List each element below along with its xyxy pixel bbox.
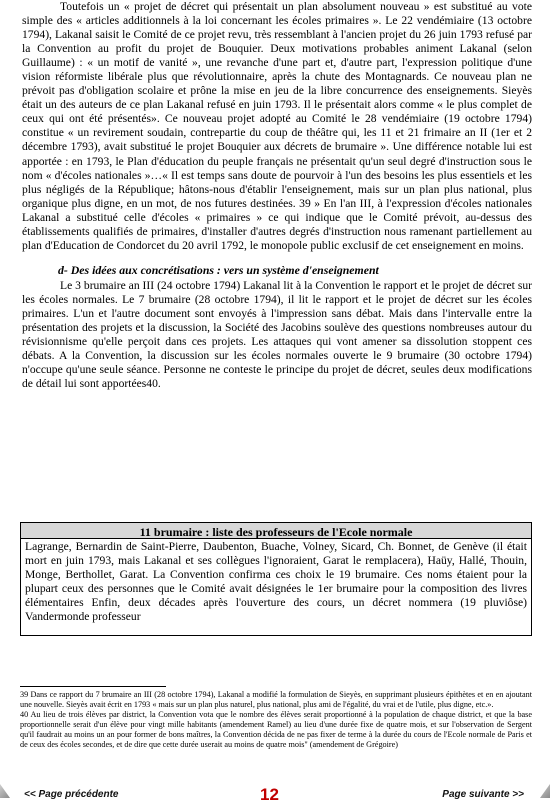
- main-text: [22, 0, 532, 391]
- paragraph-2: Le 3 brumaire an III (24 octobre 1794) Lakanal lit à la Convention le rapport et le projet de décret sur les écoles normales. Le 7 brumaire (28 octobre 1794), il lit le rapport et le projet de décret sur les écoles primaires. L'un et l'autre document sont envoyés à l'impression sans débat. Mais dans l'intervalle entre la présentation des projets et la discussion, la Société des Jacobins soulève des questions nombreuses autour du révisionnisme qu'elle perçoit dans ces projets. Les attaques qui vont amener sa dissolution stoppent ces débats. A la Convention, la discussion sur les écoles normales ouverte le 9 brumaire (30 octobre 1794) n'occupe qu'une seule séance. Personne ne conteste le principe du projet de décret, seules deux modifications de détail lui sont apportées40.: [22, 278, 532, 391]
- paragraph-1: Toutefois un « projet de décret qui présentait un plan absolument nouveau » est substitué au vote simple des « articles additionnels à la loi concernant les écoles primaires ». Le 22 vendémiaire (13 octobre 1794), Lakanal saisit le Comité de ce projet revu, très ressemblant à l'ancien projet du 26 juin 1793 refusé par la Convention au profit du projet de Bouquier. Deux motivations probables animent Lakanal (selon Guillaume) : « un motif de vanité », une revanche d'une part et, d'autre part, l'expression politique d'une vision réformiste libérale plus que révolutionnaire, après la chute des Montagnards. Ce nouveau plan ne prévoit pas d'obligation scolaire et prône la mise en jeu de la libre concurrence des enseignements. Sieyès était un des auteurs de ce plan Lakanal refusé en juin 1793. Il le présentait alors comme « le plus complet de ceux qui ont été présentés». Ce nouveau projet adopté au Comité le 28 vendémiaire (19 octobre 1794) constitue « un revirement soudain, contrepartie du coup de théâtre qui, les 11 et 21 frimaire an II (1er et 2 décembre 1793), avait substitué le projet Bouquier aux décrets de brumaire ». Une différence notable lui est apportée : en 1793, le Plan d'éducation du peuple français ne présentait qu'un seul degré d'instruction sous le nom « d'écoles nationales »…« Il est temps sans doute de pourvoir à l'un des besoins les plus essentiels et les plus négligés de la République; hâtons-nous d'établir l'enseignement, mais sur un plan plus national, plus organique plus digne, en un mot, de nos futures destinées. 39 » En l'an III, à l'expression d'écoles nationales Lakanal a substitué celle d'écoles « primaires » ce qui indique que le Comité prévoit, au-dessus des établissements qualifiés de primaires, d'installer d'autres degrés d'instruction nous ramenant partiellement au plan d'Education de Condorcet du 20 avril 1792, le monopole public exclusif de cet enseignement en moins.: [22, 0, 532, 252]
- box-title: 11 brumaire : liste des professeurs de l'Ecole normale: [21, 523, 531, 539]
- previous-page-link[interactable]: << Page précédente: [24, 789, 119, 800]
- next-page-link[interactable]: Page suivante >>: [442, 789, 524, 800]
- page-navigation: [0, 785, 550, 805]
- page-number: 12: [260, 785, 279, 804]
- footnotes: [20, 690, 532, 750]
- box-text: Lagrange, Bernardin de Saint-Pierre, Daubenton, Buache, Volney, Sicard, Ch. Bonnet, de Genève (il était mort en juin 1793, mais Lakanal et ses collègues l'ignoraient, Garat le remplacera), Haüy, Hallé, Thouin, Monge, Berthollet, Garat. La Convention confirma ces choix le 19 brumaire. Ces noms étaient pour la plupart ceux des personnes que le Comité avait désignées le 1er brumaire pour la composition des livres élémentaires Enfin, deux décades après l'ouverture des cours, un décret nommera (19 pluviôse) Vandermonde professeur: [21, 539, 531, 636]
- professors-box: [20, 522, 532, 636]
- section-title: d- Des idées aux concrétisations : vers un système d'enseignement: [58, 262, 379, 277]
- footnote-39: 39 Dans ce rapport du 7 brumaire an III (28 octobre 1794), Lakanal a modifié la formulation de Sieyès, en supprimant plusieurs épithètes et en en ajoutant une nouvelle. Sieyès avait écrit en 1793 « mais sur un plan plus naturel, plus national, plus ami de l'égalité, du vrai et de l'utile, plus digne, etc.».: [20, 690, 532, 710]
- footnote-divider: [20, 686, 166, 687]
- footnote-40: 40 Au lieu de trois élèves par district, la Convention vota que le nombre des élèves serait proportionné à la population de chaque district, et que la base proportionnelle serait d'un élève pour vingt mille habitants (amendement Ramel) au lieu d'une durée fixe de quatre mois, et sur l'observation de Sergent qu'il faudrait au moins un an pour former de bons maîtres, la Convention décida de ne pas fixer de terme à la durée du cours de l'Ecole normale de Paris et de ceux des écoles secondes, et de dire que cette durée userait au moins de quatre mois" (amendement de Grégoire): [20, 710, 532, 750]
